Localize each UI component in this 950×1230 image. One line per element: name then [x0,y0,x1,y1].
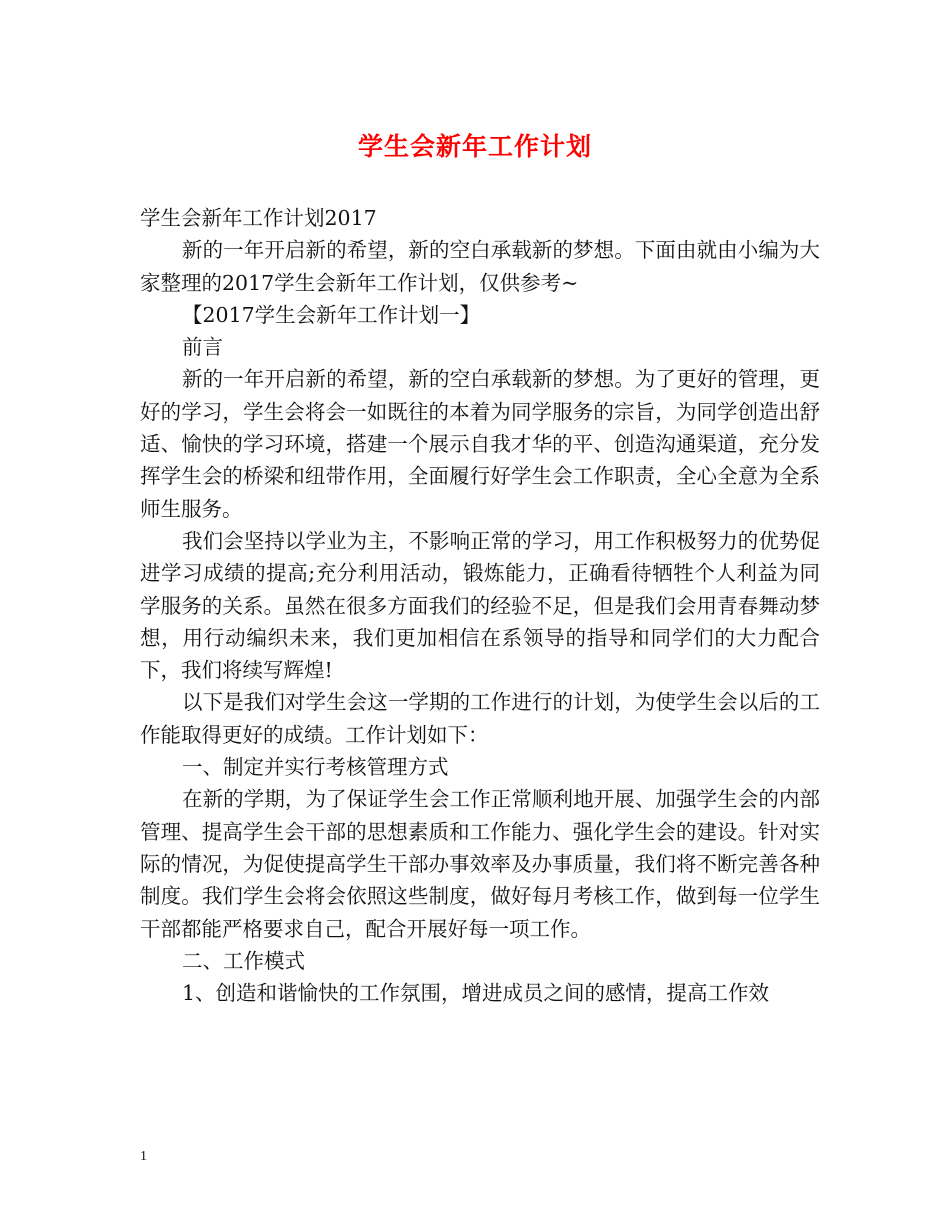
section-heading: 二、工作模式 [182,948,305,973]
paragraph: 新的一年开启新的希望，新的空白承载新的梦想。为了更好的管理，更好的学习，学生会将会一如既往的本着为同学服务的宗旨，为同学创造出舒适、愉快的学习环境，搭建一个展示自我才华的平、创造沟通渠道，充分发挥学生会的桥梁和纽带作用，全面履行好学生会工作职责，全心全意为全系师生服务。 [140,367,820,521]
document-title: 学生会新年工作计划 [357,132,592,161]
page-number: 1 [140,1149,147,1164]
document-body [140,202,820,1009]
section-heading: 一、制定并实行考核管理方式 [182,755,449,780]
paragraph: 新的一年开启新的希望，新的空白承载新的梦想。下面由就由小编为大家整理的2017学生会新年工作计划，仅供参考~ [140,238,820,295]
paragraph: 【2017学生会新年工作计划一】 [182,302,481,327]
paragraph: 学生会新年工作计划2017 [140,206,377,230]
section-heading: 前言 [182,335,223,360]
paragraph: 以下是我们对学生会这一学期的工作进行的计划，为使学生会以后的工作能取得更好的成绩。工作计划如下： [140,690,820,747]
list-item: 1、创造和谐愉快的工作氛围，增进成员之间的感情，提高工作效 [182,981,770,1006]
paragraph: 在新的学期，为了保证学生会工作正常顺利地开展、加强学生会的内部管理、提高学生会干部的思想素质和工作能力、强化学生会的建设。针对实际的情况，为促使提高学生干部办事效率及办事质量，我们将不断完善各种制度。我们学生会将会依照这些制度，做好每月考核工作，做到每一位学生干部都能严格要求自己，配合开展好每一项工作。 [140,787,820,941]
paragraph: 我们会坚持以学业为主，不影响正常的学习，用工作积极努力的优势促进学习成绩的提高;充分利用活动，锻炼能力，正确看待牺牲个人利益为同学服务的关系。虽然在很多方面我们的经验不足，但是我们会用青春舞动梦想，用行动编织未来，我们更加相信在系领导的指导和同学们的大力配合下，我们将续写辉煌! [140,528,820,683]
